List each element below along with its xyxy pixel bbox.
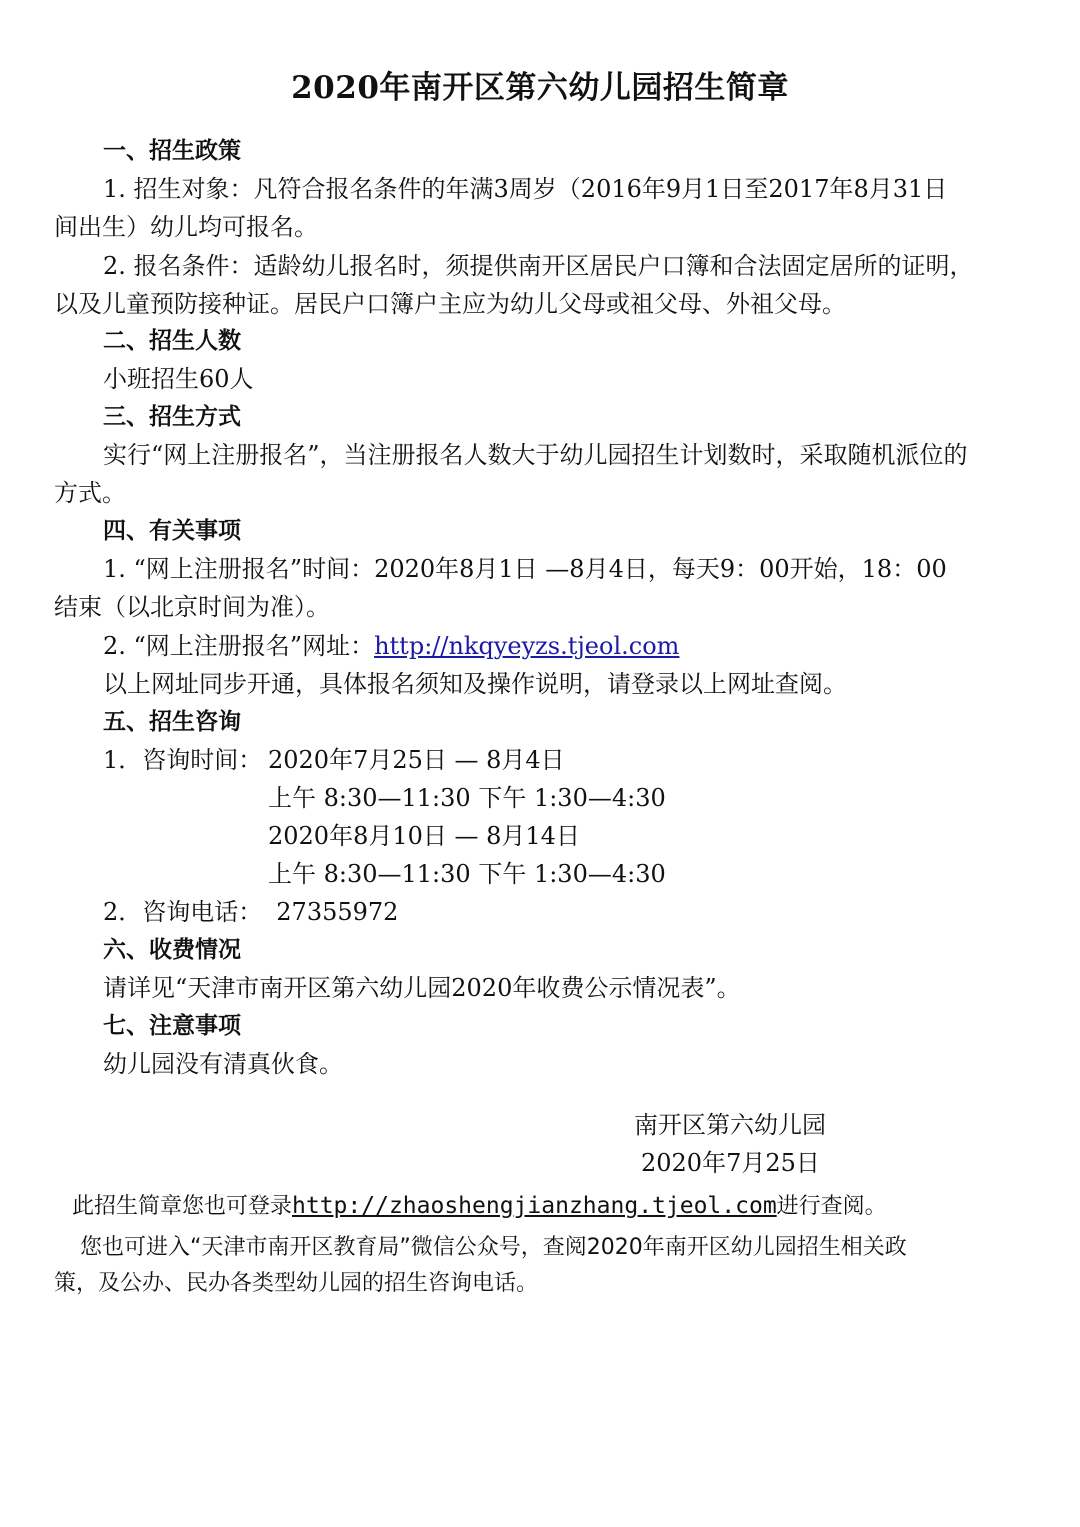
section-heading-enrollment-method: 三、招生方式 (103, 404, 241, 430)
consultation-phone-number: 27355972 (276, 898, 399, 926)
notes-text: 幼儿园没有清真伙食。 (103, 1050, 343, 1078)
consultation-phone-line (103, 895, 398, 929)
section-heading-notes: 七、注意事项 (103, 1013, 241, 1039)
policy-item-2-line-2: 以及儿童预防接种证。居民户口簿户主应为幼儿父母或祖父母、外祖父母。 (54, 290, 846, 318)
signature-organization: 南开区第六幼儿园 (634, 1111, 826, 1139)
section-heading-policy: 一、招生政策 (103, 138, 241, 164)
registration-url-link[interactable]: http://nkqyeyzs.tjeol.com (374, 632, 680, 660)
registration-url-label: 2. “网上注册报名”网址： (103, 632, 375, 660)
enrollment-count-text: 小班招生60人 (103, 365, 254, 393)
section-heading-related-matters: 四、有关事项 (103, 518, 241, 544)
policy-item-1-line-2: 间出生）幼儿均可报名。 (54, 213, 318, 241)
section-heading-enrollment-count: 二、招生人数 (103, 328, 241, 354)
section-heading-consultation: 五、招生咨询 (103, 709, 241, 735)
footer-line-3: 策，及公办、民办各类型幼儿园的招生咨询电话。 (54, 1271, 539, 1296)
policy-item-1-line-1: 1. 招生对象：凡符合报名条件的年满3周岁（2016年9月1日至2017年8月31日 (103, 175, 948, 203)
consultation-period-2-dates: 2020年8月10日 — 8月14日 (268, 822, 580, 850)
registration-time-line-1: 1. “网上注册报名”时间：2020年8月1日 —8月4日，每天9：00开始，18：00 (103, 555, 947, 583)
policy-item-2-line-1: 2. 报名条件：适龄幼儿报名时，须提供南开区居民户口簿和合法固定居所的证明， (103, 252, 974, 280)
enrollment-method-line-2: 方式。 (54, 479, 126, 507)
consultation-period-1-hours: 上午 8:30—11:30 下午 1:30—4:30 (268, 784, 666, 812)
fees-text: 请详见“天津市南开区第六幼儿园2020年收费公示情况表”。 (103, 974, 741, 1002)
consultation-period-2-hours: 上午 8:30—11:30 下午 1:30—4:30 (268, 860, 666, 888)
footer-line-1-prefix: 此招生简章您也可登录 (72, 1194, 293, 1219)
footer-line-2: 您也可进入“天津市南开区教育局”微信公众号，查阅2020年南开区幼儿园招生相关政 (80, 1235, 907, 1260)
signature-date: 2020年7月25日 (641, 1149, 820, 1177)
enrollment-method-line-1: 实行“网上注册报名”，当注册报名人数大于幼儿园招生计划数时，采取随机派位的 (103, 441, 968, 469)
consultation-phone-label: 2．咨询电话： (103, 898, 263, 926)
registration-time-line-2: 结束（以北京时间为准）。 (54, 593, 330, 621)
consultation-time-label: 1．咨询时间： (103, 746, 263, 774)
consultation-period-1-dates: 2020年7月25日 — 8月4日 (268, 746, 565, 774)
footer-line-1 (72, 1189, 887, 1224)
footer-url-link[interactable]: http://zhaoshengjianzhang.tjeol.com (292, 1193, 777, 1219)
registration-url-line (103, 629, 679, 663)
section-heading-fees: 六、收费情况 (103, 937, 241, 963)
registration-url-note: 以上网址同步开通，具体报名须知及操作说明，请登录以上网址查阅。 (103, 670, 847, 698)
footer-line-1-suffix: 进行查阅。 (776, 1194, 887, 1219)
document-title: 2020年南开区第六幼儿园招生简章 (291, 70, 789, 106)
